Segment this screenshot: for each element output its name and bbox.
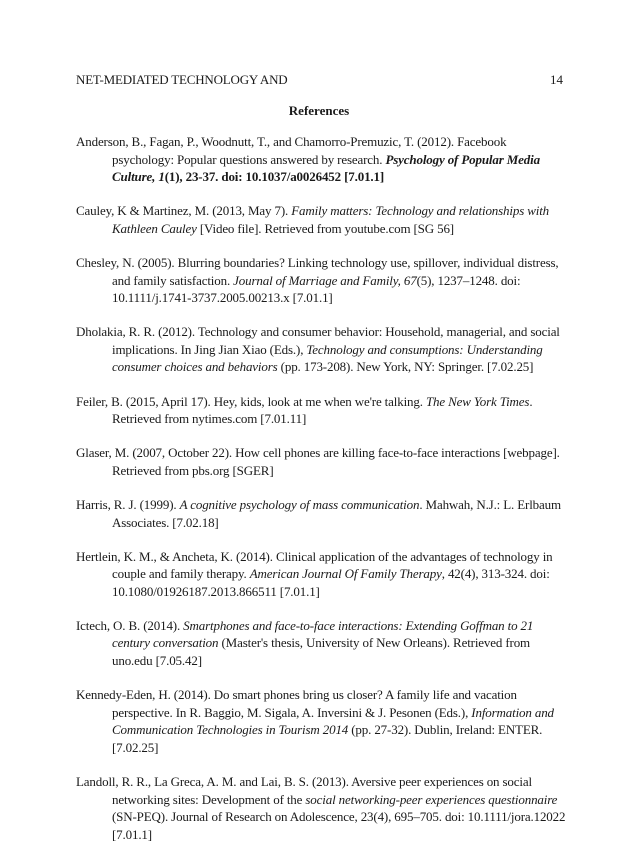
reference-entry: Anderson, B., Fagan, P., Woodnutt, T., and Chamorro-Premuzic, T. (2012). Facebook psychology: Popular questions answered by research. Psychology of Popular Media Culture, 1(1), 23-37. doi: 10.1037/a0026452 [7.01.1] [76,134,540,185]
reference-entry: Dholakia, R. R. (2012). Technology and consumer behavior: Household, managerial, and social implications. In Jing Jian Xiao (Eds.), Technology and consumptions: Understanding consumer choices and behaviors (pp. 173-208). New York, NY: Springer. [7.02.25] [76,324,560,375]
reference-entry: Harris, R. J. (1999). A cognitive psychology of mass communication. Mahwah, N.J.: L. Erlbaum Associates. [7.02.18] [76,496,561,530]
reference-entry: Chesley, N. (2005). Blurring boundaries? Linking technology use, spillover, individual distress, and family satisfaction. Journal of Marriage and Family, 67(5), 1237–1248. doi: 10.1111/j.1741-3737.2005.00213.x [7.01.1] [76,254,559,306]
reference-list [76,133,568,860]
reference-entry: Hertlein, K. M., & Ancheta, K. (2014). Clinical application of the advantages of technology in couple and family therapy. American Journal Of Family Therapy, 42(4), 313-324. doi: 10.1080/01926187.2013.866511 [7.01.1] [76,548,553,599]
reference-entry: Cauley, K & Martinez, M. (2013, May 7). Family matters: Technology and relationships with Kathleen Cauley [Video file]. Retrieved from youtube.com [SG 56] [76,203,550,236]
reference-entry: Ictech, O. B. (2014). Smartphones and face-to-face interactions: Extending Goffman to 21 century conversation (Master's thesis, University of New Orleans). Retrieved from uno.edu [7.05.42] [76,617,534,669]
running-head: NET-MEDIATED TECHNOLOGY AND [76,72,288,87]
reference-entry: Feiler, B. (2015, April 17). Hey, kids, look at me when we're talking. The New York Times. Retrieved from nytimes.com [7.01.11] [76,393,533,427]
reference-entry: Glaser, M. (2007, October 22). How cell phones are killing face-to-face interactions [webpage]. Retrieved from pbs.org [SGER] [76,445,560,478]
reference-entry: Landoll, R. R., La Greca, A. M. and Lai, B. S. (2013). Aversive peer experiences on social networking sites: Development of the social networking-peer experiences questionnaire (SN-PEQ). Journal of Research on Adolescence, 23(4), 695–705. doi: 10.1111/jora.12022 [7.01.1] [76,774,566,842]
references-heading: References [288,103,350,118]
page-number: 14 [550,72,563,87]
page-header [76,72,563,92]
reference-entry: Kennedy-Eden, H. (2014). Do smart phones bring us closer? A family life and vacation perspective. In R. Baggio, M. Sigala, A. Inversini & J. Pesonen (Eds.), Information and Communication Technologies in Tourism 2014 (pp. 27-32). Dublin, Ireland: ENTER. [7.02.25] [76,687,554,755]
